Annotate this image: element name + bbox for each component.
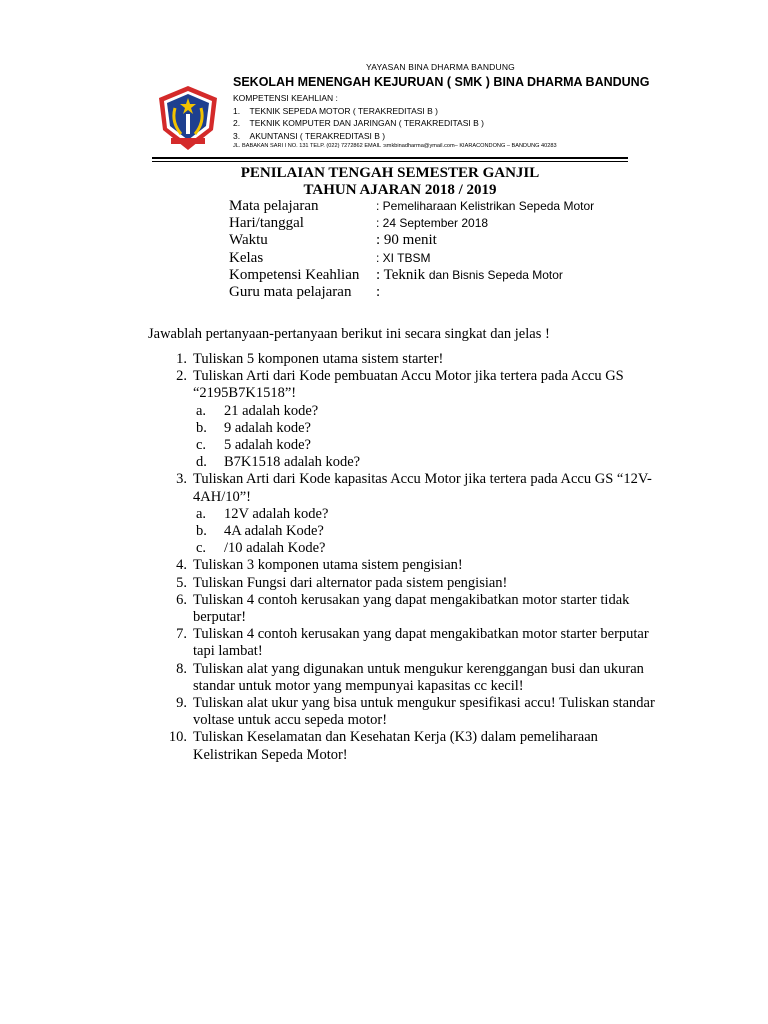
question-item	[165, 626, 665, 660]
question-text: Tuliskan alat ukur yang bisa untuk mengukur spesifikasi accu! Tuliskan standar voltase untuk accu sepeda motor!	[193, 695, 655, 729]
letterhead-divider-thick	[152, 157, 628, 159]
question-text: Tuliskan 4 contoh kerusakan yang dapat mengakibatkan motor starter berputar tapi lambat!	[193, 626, 649, 660]
question-text: Tuliskan Arti dari Kode pembuatan Accu Motor jika tertera pada Accu GS “2195B7K1518”!	[193, 368, 624, 402]
competency-item: 3. AKUNTANSI ( TERAKREDITASI B )	[233, 130, 386, 141]
sub-question-text: 4A adalah Kode?	[224, 523, 324, 540]
sub-question-letter: a.	[196, 402, 207, 419]
sub-question-letter: b.	[196, 419, 207, 436]
info-label: Hari/tanggal	[229, 215, 304, 232]
question-text: Tuliskan Keselamatan dan Kesehatan Kerja (K3) dalam pemeliharaan Kelistrikan Sepeda Motor!	[193, 729, 598, 763]
question-number: 7.	[176, 626, 187, 643]
sub-question-text: 5 adalah kode?	[224, 437, 311, 454]
question-number: 2.	[176, 368, 187, 385]
question-item	[165, 368, 665, 471]
school-name: SEKOLAH MENENGAH KEJURUAN ( SMK ) BINA DHARMA BANDUNG	[233, 75, 650, 89]
sub-question	[196, 506, 665, 523]
academic-year: TAHUN AJARAN 2018 / 2019	[303, 182, 497, 198]
question-list	[165, 351, 665, 764]
info-value: : 24 September 2018	[376, 216, 489, 231]
sub-question	[196, 454, 665, 471]
sub-question-text: /10 adalah Kode?	[224, 540, 326, 557]
question-text: Tuliskan Arti dari Kode kapasitas Accu Motor jika tertera pada Accu GS “12V-4AH/10”!	[193, 471, 652, 505]
question-item	[165, 557, 665, 574]
question-number: 1.	[176, 351, 187, 367]
info-label: Mata pelajaran	[229, 198, 319, 214]
question-number: 10.	[168, 729, 187, 746]
exam-title: PENILAIAN TENGAH SEMESTER GANJIL	[240, 165, 540, 181]
question-item	[165, 661, 665, 695]
info-value: : Pemeliharaan Kelistrikan Sepeda Motor	[376, 199, 595, 213]
info-value-part: : Teknik	[376, 266, 429, 283]
sub-question-letter: c.	[196, 437, 207, 454]
question-item	[165, 729, 665, 763]
sub-question-letter: c.	[196, 540, 207, 557]
info-value	[376, 267, 563, 284]
question-text: Tuliskan alat yang digunakan untuk mengukur kerenggangan busi dan ukuran standar untuk motor yang mempunyai kapasitas cc kecil!	[193, 660, 644, 694]
info-value: : XI TBSM	[376, 250, 431, 265]
sub-question-letter: d.	[196, 454, 207, 471]
question-text: Tuliskan 3 komponen utama sistem pengisian!	[193, 557, 463, 574]
question-text: Tuliskan 5 komponen utama sistem starter!	[193, 351, 444, 367]
info-label: Kompetensi Keahlian	[229, 266, 360, 283]
sub-question	[196, 403, 665, 420]
question-number: 5.	[176, 574, 187, 591]
info-label: Waktu	[229, 232, 268, 249]
sub-question	[196, 437, 665, 454]
question-item	[165, 471, 665, 557]
competency-heading: KOMPETENSI KEAHLIAN :	[233, 93, 338, 103]
school-logo-icon	[153, 84, 223, 154]
question-item	[165, 695, 665, 729]
question-number: 6.	[176, 591, 187, 608]
foundation-name: YAYASAN BINA DHARMA BANDUNG	[366, 62, 515, 72]
sub-question-text: B7K1518 adalah kode?	[224, 454, 361, 471]
instruction-text: Jawablah pertanyaan-pertanyaan berikut ini secara singkat dan jelas !	[148, 326, 550, 342]
school-address: JL. BABAKAN SARI I NO. 131 TELP. (022) 7272862 EMAIL :smkbinadharma@ymail.com– KIARACONDONG – BANDUNG 40283	[233, 143, 557, 149]
info-label: Kelas	[229, 249, 264, 266]
competency-item: 2. TEKNIK KOMPUTER DAN JARINGAN ( TERAKREDITASI B )	[233, 118, 484, 128]
info-label: Guru mata pelajaran	[229, 283, 352, 300]
sub-question-text: 21 adalah kode?	[224, 402, 319, 419]
question-item	[165, 351, 665, 368]
sub-question-text: 12V adalah kode?	[224, 505, 329, 522]
info-value: :	[376, 283, 381, 300]
question-item	[165, 592, 665, 626]
letterhead-text	[233, 62, 650, 149]
question-text: Tuliskan 4 contoh kerusakan yang dapat mengakibatkan motor starter tidak berputar!	[193, 591, 630, 626]
question-number: 9.	[176, 695, 187, 712]
competency-item: 1. TEKNIK SEPEDA MOTOR ( TERAKREDITASI B )	[233, 105, 438, 116]
sub-question-letter: b.	[196, 523, 207, 540]
sub-question-text: 9 adalah kode?	[224, 419, 311, 436]
question-number: 8.	[176, 660, 187, 677]
question-text: Tuliskan Fungsi dari alternator pada sistem pengisian!	[193, 574, 508, 591]
letterhead-divider-thin	[152, 161, 628, 162]
question-number: 3.	[176, 471, 187, 488]
sub-question	[196, 420, 665, 437]
info-value: : 90 menit	[376, 232, 437, 249]
sub-question	[196, 523, 665, 540]
sub-question-letter: a.	[196, 505, 207, 522]
sub-question	[196, 540, 665, 557]
letterhead	[150, 62, 650, 160]
question-number: 4.	[176, 557, 187, 574]
question-item	[165, 575, 665, 592]
info-value-part: dan Bisnis Sepeda Motor	[428, 267, 563, 282]
